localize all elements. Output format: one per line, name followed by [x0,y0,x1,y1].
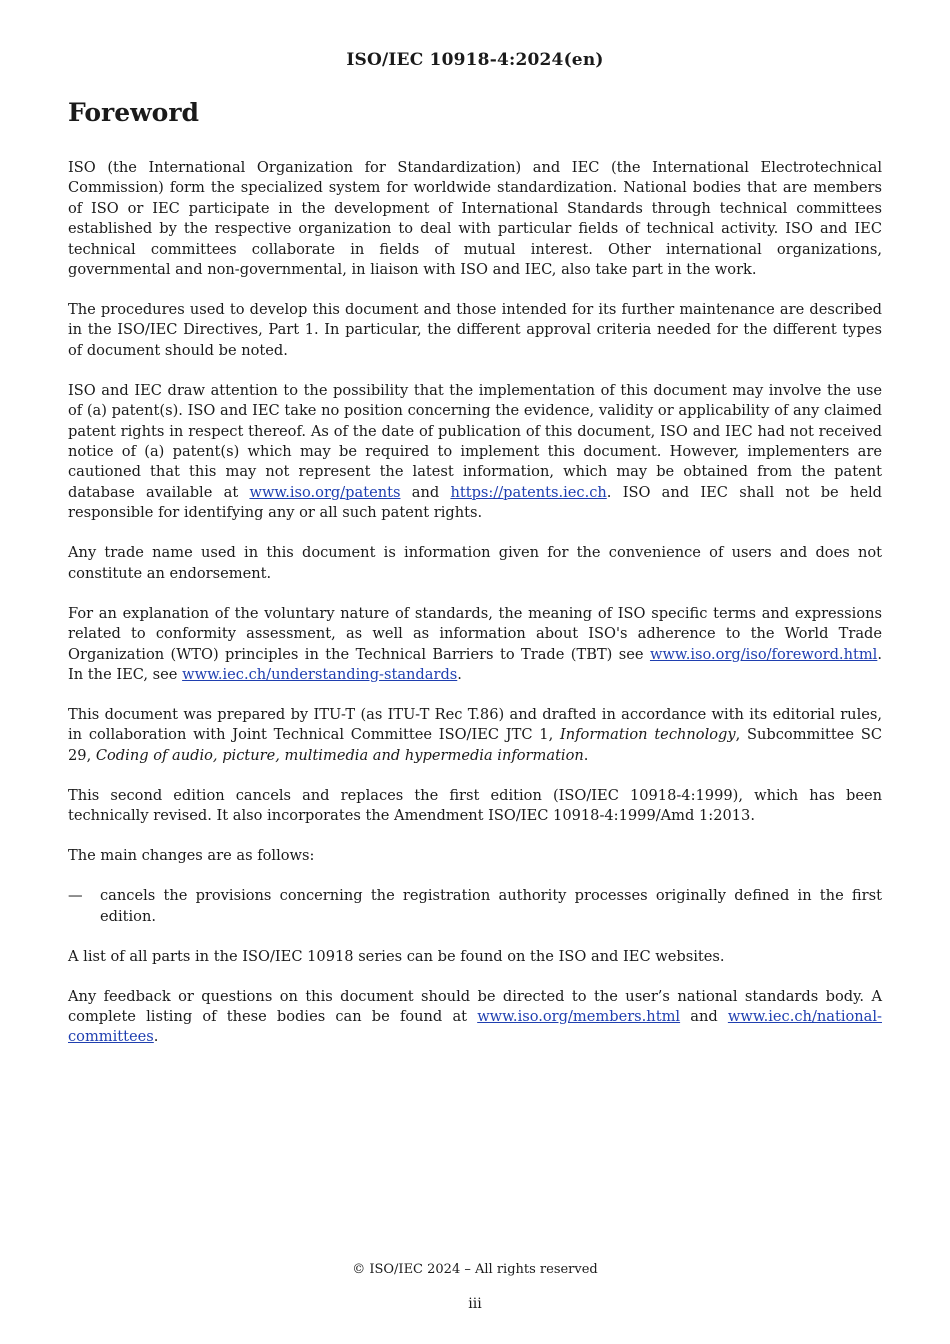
prepared-italic-coding: Coding of audio, picture, multimedia and hypermedia information [95,746,584,764]
voluntary-text-b: . In the IEC, see [68,645,882,683]
paragraph-patents [68,381,882,524]
prepared-text-a: This document was prepared by ITU-T (as ITU-T Rec T.86) and drafted in accordance with its editorial rules, in collaboration with Joint Technical Committee ISO/IEC JTC 1, [68,705,882,744]
prepared-text-c: . [583,746,589,764]
paragraph-procedures: The procedures used to develop this document and those intended for its further maintenance are described in the ISO/IEC Directives, Part 1. In particular, the different approval criteria needed for the different types of document should be noted. [68,301,882,359]
list-item [68,886,882,927]
patents-text-a: ISO and IEC draw attention to the possibility that the implementation of this document may involve the use of (a) patent(s). ISO and IEC take no position concerning the evidence, validity or applicability of any claimed patent rights in respect thereof. As of the date of publication of this document, ISO and IEC had not received notice of (a) patent(s) which may be required to implement this document. However, implementers are cautioned that this may not represent the latest information, which may be obtained from the patent database available at [68,381,882,501]
iec-national-committees-link[interactable]: www.iec.ch/national-committees [68,1007,882,1046]
feedback-text-a: Any feedback or questions on this document should be directed to the user’s national standards body. A complete listing of these bodies can be found at [68,987,882,1025]
prepared-text-b: , Subcommittee SC 29, [68,726,882,764]
iec-patents-link[interactable]: https://patents.iec.ch [450,483,607,501]
foreword-body [68,158,882,1067]
paragraph-voluntary-nature [68,604,882,686]
paragraph-edition: This second edition cancels and replaces the first edition (ISO/IEC 10918-4:1999), which has been technically revised. It also incorporates the Amendment ISO/IEC 10918-4:1999/Amd 1:2013. [68,786,882,825]
paragraph-trade-name: Any trade name used in this document is information given for the convenience of users and does not constitute an endorsement. [68,544,882,582]
voluntary-text-a: For an explanation of the voluntary nature of standards, the meaning of ISO specific terms and expressions related to conformity assessment, as well as information about ISO's adherence to the World Trade Organization (WTO) principles in the Technical Barriers to Trade (TBT) see [68,604,882,663]
voluntary-text-c: . [457,665,462,683]
iso-patents-link[interactable]: www.iso.org/patents [249,483,401,501]
paragraph-main-changes: The main changes are as follows: [68,847,315,865]
iso-members-link[interactable]: www.iso.org/members.html [477,1007,681,1025]
patents-text-b: and [400,483,451,501]
page-title: Foreword [68,98,199,127]
page-number: iii [468,1296,482,1312]
paragraph-prepared-by [68,705,882,766]
change-item-text: cancels the provisions concerning the registration authority processes originally defined in the first edition. [100,887,882,925]
feedback-text-c: . [153,1028,159,1046]
em-dash-bullet: — [68,887,83,905]
feedback-text-b: and [680,1007,728,1025]
copyright-footer: © ISO/IEC 2024 – All rights reserved [352,1262,598,1277]
paragraph-series-parts: A list of all parts in the ISO/IEC 10918 series can be found on the ISO and IEC websites. [68,947,725,965]
iso-foreword-link[interactable]: www.iso.org/iso/foreword.html [649,645,878,663]
paragraph-feedback [68,987,882,1048]
iec-understanding-standards-link[interactable]: www.iec.ch/understanding-standards [182,665,458,683]
patents-text-c: . ISO and IEC shall not be held responsible for identifying any or all such patent rights. [68,483,882,522]
paragraph-organizations: ISO (the International Organization for Standardization) and IEC (the International Electrotechnical Commission) form the specialized system for worldwide standardization. National bodies that are members of ISO or IEC participate in the development of International Standards through technical committees established by the respective organization to deal with particular fields of technical activity. ISO and IEC technical committees collaborate in fields of mutual interest. Other international organizations, governmental and non-governmental, in liaison with ISO and IEC, also take part in the work. [68,159,882,279]
document-id-header: ISO/IEC 10918-4:2024(en) [346,50,604,70]
prepared-italic-information-technology: Information technology [559,726,736,744]
